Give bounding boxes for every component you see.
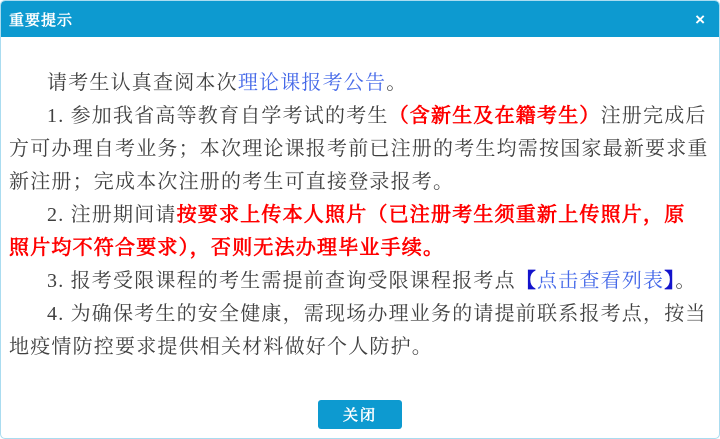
- notice-text: 。: [386, 72, 408, 94]
- notice-line: [9, 100, 711, 133]
- notice-text: （含新生及在籍考生）: [388, 105, 601, 127]
- notice-line: [9, 133, 711, 166]
- notice-text: 】: [664, 270, 676, 292]
- notice-line: [9, 298, 711, 331]
- notice-text: 照片均不符合要求），否则无法办理毕业手续。: [9, 237, 445, 259]
- notice-link[interactable]: 理论课报考公告: [237, 72, 387, 94]
- notice-line: [9, 232, 711, 265]
- dialog-footer: [1, 364, 719, 439]
- notice-text: 请考生认真查阅本次: [47, 72, 238, 94]
- notice-body: [1, 37, 719, 364]
- notice-text: 地疫情防控要求提供相关材料做好个人防护。: [9, 336, 433, 358]
- notice-text: 注册完成后: [600, 105, 707, 127]
- dialog-title: 重要提示: [9, 11, 74, 29]
- notice-line: [9, 67, 711, 100]
- notice-line: [9, 199, 711, 232]
- notice-text: 1. 参加我省高等教育自学考试的考生: [47, 105, 389, 127]
- notice-text: 新注册；完成本次注册的考生可直接登录报考。: [9, 171, 455, 193]
- notice-line: [9, 331, 711, 364]
- notice-text: 【: [515, 270, 538, 292]
- notice-text: 2. 注册期间请: [47, 204, 177, 226]
- notice-line: [9, 166, 711, 199]
- dialog-header: [1, 1, 719, 37]
- notice-link[interactable]: 点击查看列表: [537, 270, 665, 292]
- close-button[interactable]: 关闭: [318, 400, 402, 429]
- notice-text: 3. 报考受限课程的考生需提前查询受限课程报考点: [47, 270, 516, 292]
- notice-text: 。: [675, 270, 697, 292]
- close-icon[interactable]: ×: [695, 9, 705, 29]
- notice-line: [9, 265, 711, 298]
- notice-text: 方可办理自考业务；本次理论课报考前已注册的考生均需按国家最新要求重: [9, 138, 709, 160]
- notice-text: 按要求上传本人照片（已注册考生须重新上传照片，原: [176, 204, 686, 226]
- notice-text: 4. 为确保考生的安全健康，需现场办理业务的请提前联系报考点，按当: [47, 303, 707, 325]
